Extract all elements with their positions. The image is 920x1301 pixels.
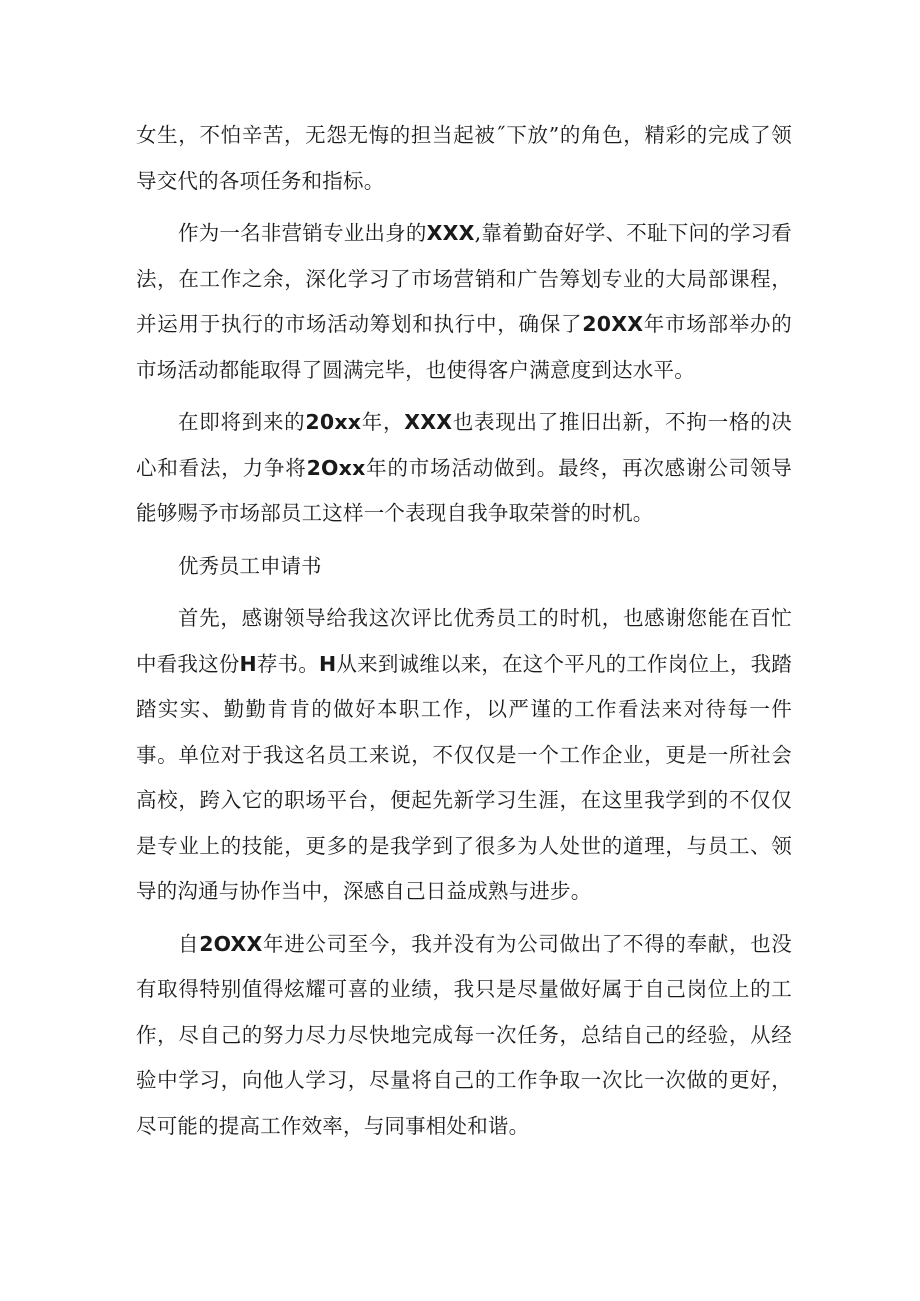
paragraph-2: 作为一名非营销专业出身的XXX,靠着勤奋好学、不耻下问的学习看法，在工作之余，深化学习了市场营销和广告筹划专业的大局部课程，并运用于执行的市场活动筹划和执行中，确保了20XX年市场部举办的市场活动都能取得了圆满完毕，也使得客户满意度到达水平。 [136,221,793,382]
paragraph-4: 首先，感谢领导给我这次评比优秀员工的时机，也感谢您能在百忙中看我这份H荐书。H从来到诚维以来，在这个平凡的工作岗位上，我踏踏实实、勤勤肯肯的做好本职工作，以严谨的工作看法来对待每一件事。单位对于我这名员工来说，不仅仅是一个工作企业，更是一所社会高校，跨入它的职场平台，便起先新学习生涯，在这里我学到的不仅仅是专业上的技能，更多的是我学到了很多为人处世的道理，与员工、领导的沟通与协作当中，深感自己日益成熟与进步。 [136,606,792,903]
paragraph-5: 自2OXX年进公司至今，我并没有为公司做出了不得的奉献，也没有取得特别值得炫耀可喜的业绩，我只是尽量做好属于自己岗位上的工作，尽自己的努力尽力尽快地完成每一次任务，总结自己的经验，从经验中学习，向他人学习，尽量将自己的工作争取一次比一次做的更好，尽可能的提高工作效率，与同事相处和谐。 [136,931,793,1138]
paragraph-3: 在即将到来的20xx年，XXX也表现出了推旧出新，不拘一格的决心和看法，力争将2Oxx年的市场活动做到。最终，再次感谢公司领导能够赐予市场部员工这样一个表现自我争取荣誉的时机。 [136,410,793,525]
section-heading: 优秀员工申请书 [178,553,322,578]
latin-token: XXX [404,410,453,434]
document-body [136,113,792,1156]
latin-token: 2Oxx [306,455,366,480]
latin-token: 20XX [582,312,644,336]
latin-token: 2OXX [199,931,263,956]
latin-token: XXX [426,221,475,245]
latin-token: H [319,651,337,676]
latin-token: 20xx [305,410,362,434]
latin-token: H [239,651,257,676]
paragraph-1: 女生，不怕辛苦，无怨无悔的担当起被˝下放”的角色，精彩的完成了领导交代的各项任务和指标。 [136,123,792,193]
